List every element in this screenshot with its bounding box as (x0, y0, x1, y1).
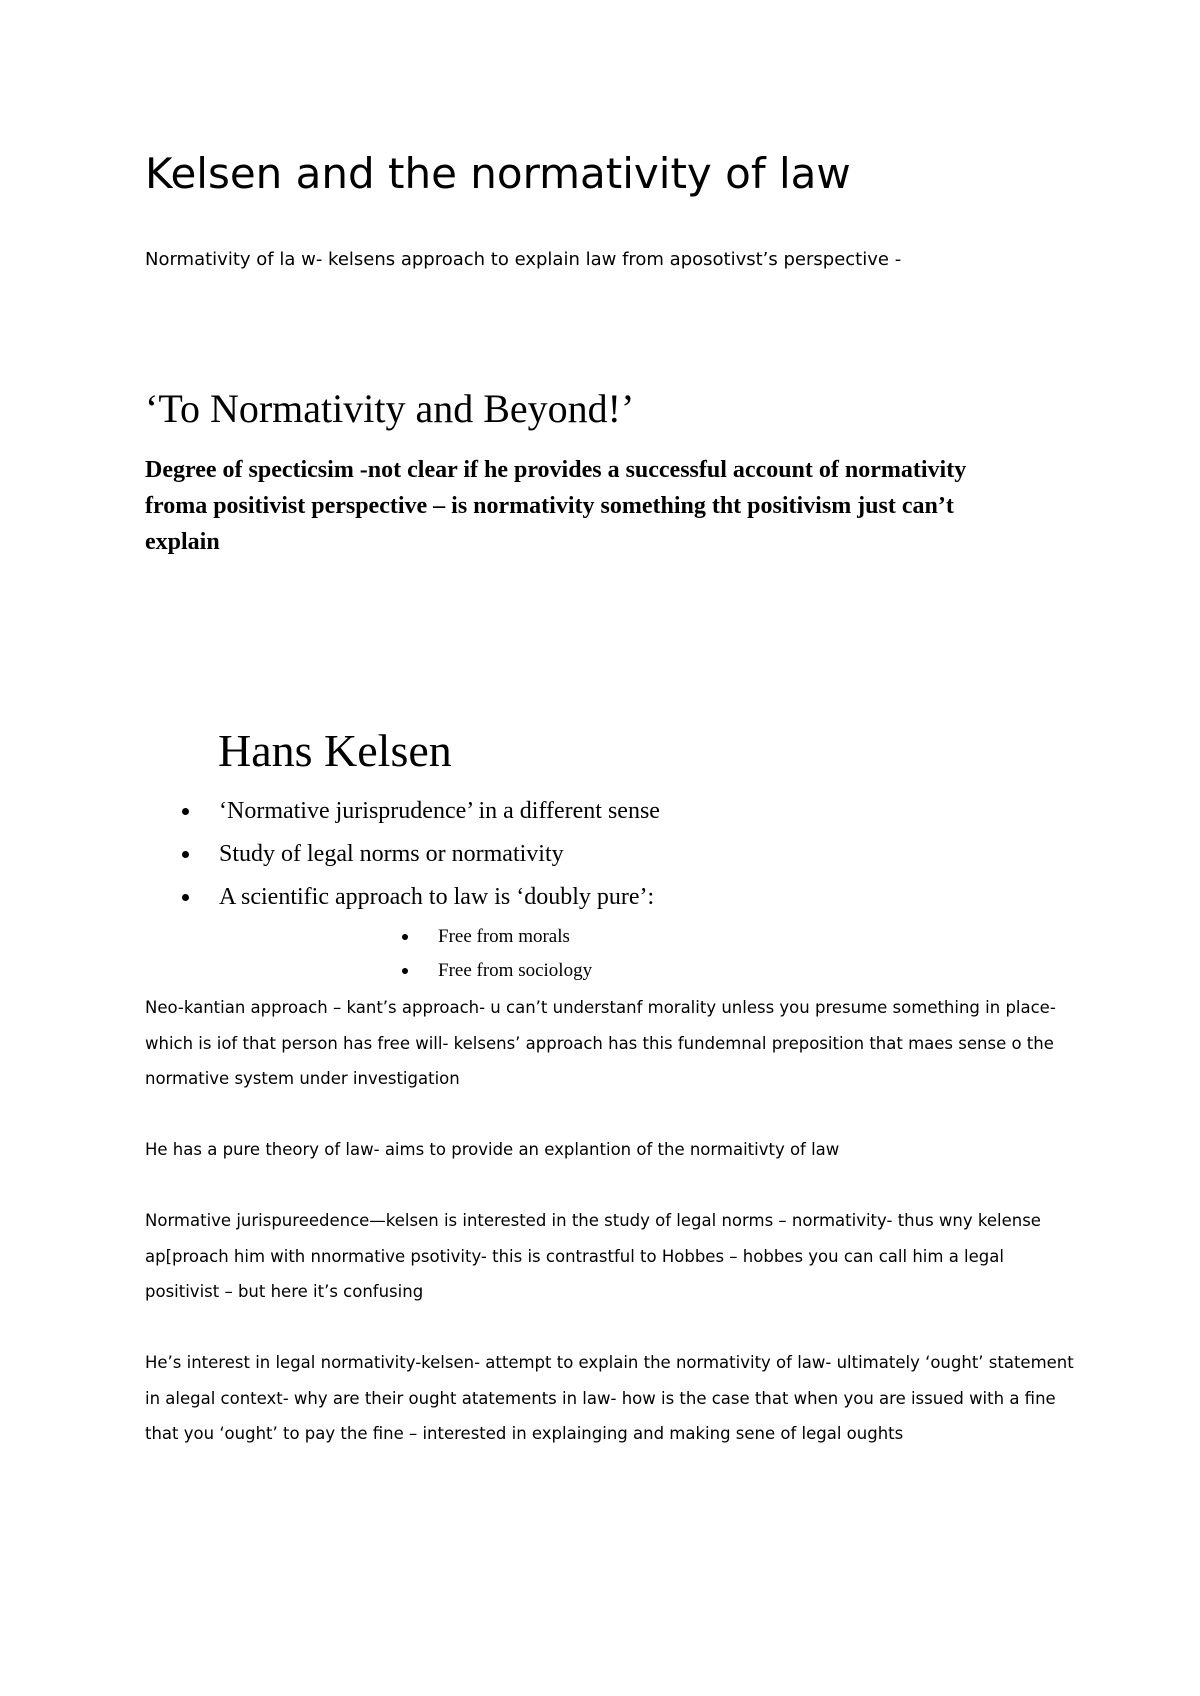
bullet-text: ‘Normative jurisprudence’ in a different sense (219, 798, 660, 824)
subtitle-line: Normativity of la w- kelsens approach to explain law from aposotivst’s perspective - (145, 249, 902, 270)
sub-bullet-text: Free from morals (438, 926, 570, 947)
bullet-icon (182, 851, 189, 858)
body-paragraph: He’s interest in legal normativity-kelsen- attempt to explain the normativity of law- ultimately ‘ought’ statement in alegal context- why are their ought atatements in law- how is the case that when you are issued with a fine that you ‘ought’ to pay the fine – interested in explainging and making sene of legal oughts (145, 1353, 1074, 1443)
bold-paragraph: Degree of specticsim -not clear if he provides a successful account of normativity froma positivist perspective – is normativity something tht positivism just can’t explain (145, 457, 967, 555)
list-item (182, 840, 660, 883)
bullet-icon (402, 934, 408, 940)
list-item (402, 959, 592, 993)
bullet-text: A scientific approach to law is ‘doubly pure’: (219, 884, 655, 910)
list-item (402, 925, 592, 959)
list-item (182, 883, 660, 926)
section-heading: ‘To Normativity and Beyond!’ (145, 386, 635, 431)
page-title: Kelsen and the normativity of law (145, 149, 851, 198)
bullet-list (182, 797, 660, 926)
bullet-icon (182, 894, 189, 901)
body-paragraph: He has a pure theory of law- aims to provide an explantion of the normaitivty of law (145, 1140, 840, 1159)
notes-body (145, 990, 1080, 1487)
sub-bullet-text: Free from sociology (438, 960, 593, 981)
list-item (182, 797, 660, 840)
bullet-icon (402, 968, 408, 974)
slide-title: Hans Kelsen (218, 725, 452, 776)
sub-bullet-list (402, 925, 592, 993)
bullet-text: Study of legal norms or normativity (219, 841, 564, 867)
body-paragraph: Neo-kantian approach – kant’s approach- u can’t understanf morality unless you presume something in place- which is iof that person has free will- kelsens’ approach has this fundemnal preposition that maes sense o the normative system under investigation (145, 998, 1056, 1088)
body-paragraph: Normative jurispureedence—kelsen is interested in the study of legal norms – normativity- thus wny kelense ap[proach him with nnormative psotivity- this is contrastful to Hobbes – hobbes you can call him a legal positivist – but here it’s confusing (145, 1211, 1041, 1301)
bullet-icon (182, 808, 189, 815)
